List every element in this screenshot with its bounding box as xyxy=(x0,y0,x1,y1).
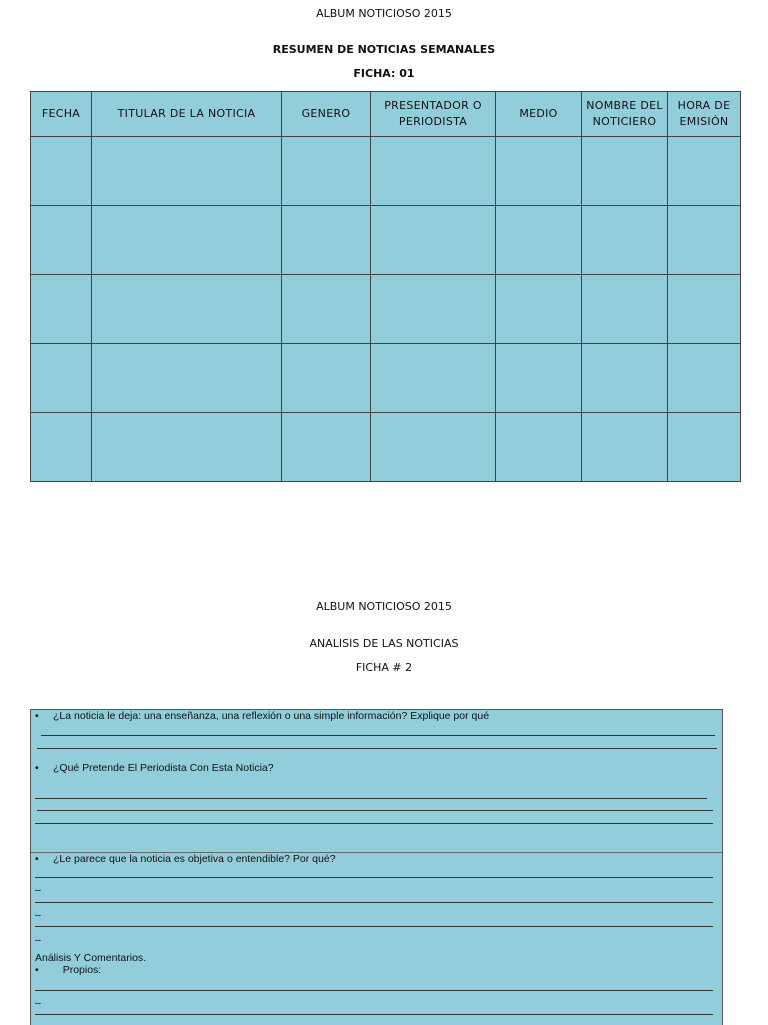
question-2-text: ¿Qué Pretende El Periodista Con Esta Noticia? xyxy=(53,762,274,774)
analysis-item xyxy=(35,964,101,976)
question-2 xyxy=(35,762,274,774)
col-header-medio: MEDIO xyxy=(496,92,582,137)
dash-mark: – xyxy=(35,934,41,946)
question-3 xyxy=(35,853,336,865)
dash-mark: – xyxy=(35,909,41,921)
table-cell[interactable] xyxy=(668,275,741,344)
col-header-noticiero: NOMBRE DEL NOTICIERO xyxy=(582,92,668,137)
table-cell[interactable] xyxy=(31,413,92,482)
table-cell[interactable] xyxy=(496,137,582,206)
col-header-fecha: FECHA xyxy=(31,92,92,137)
table-cell[interactable] xyxy=(31,275,92,344)
analysis-box xyxy=(30,709,723,1025)
answer-line[interactable] xyxy=(35,798,707,799)
table-cell[interactable] xyxy=(282,275,371,344)
table-cell[interactable] xyxy=(92,206,282,275)
album-title-1: ALBUM NOTICIOSO 2015 xyxy=(316,7,452,20)
col-header-presentador: PRESENTADOR O PERIODISTA xyxy=(371,92,496,137)
table-cell[interactable] xyxy=(668,137,741,206)
table-cell[interactable] xyxy=(496,413,582,482)
col-header-hora: HORA DE EMISIÓN xyxy=(668,92,741,137)
table-cell[interactable] xyxy=(582,344,668,413)
table-cell[interactable] xyxy=(371,344,496,413)
table-row xyxy=(31,413,741,482)
answer-line[interactable] xyxy=(35,902,713,903)
question-1-text: ¿La noticia le deja: una enseñanza, una reflexión o una simple información? Explique por qué xyxy=(53,710,490,722)
col-header-titular: TITULAR DE LA NOTICIA xyxy=(92,92,282,137)
analysis-item-text: Propios: xyxy=(62,964,102,976)
col-header-genero: GENERO xyxy=(282,92,371,137)
bullet-icon: • xyxy=(35,762,39,774)
table-cell[interactable] xyxy=(496,344,582,413)
table-row xyxy=(31,275,741,344)
dash-mark: – xyxy=(35,997,41,1009)
table-cell[interactable] xyxy=(282,344,371,413)
table-cell[interactable] xyxy=(371,275,496,344)
table-cell[interactable] xyxy=(31,344,92,413)
table-cell[interactable] xyxy=(31,137,92,206)
question-3-text: ¿Le parece que la noticia es objetiva o entendible? Por qué? xyxy=(53,853,336,865)
table-cell[interactable] xyxy=(92,344,282,413)
answer-line[interactable] xyxy=(35,926,713,927)
table-cell[interactable] xyxy=(371,206,496,275)
table-cell[interactable] xyxy=(92,137,282,206)
answer-line[interactable] xyxy=(41,735,715,736)
table-cell[interactable] xyxy=(282,206,371,275)
analysis-heading: ANALISIS DE LAS NOTICIAS xyxy=(309,637,459,650)
ficha-2-label: FICHA # 2 xyxy=(355,661,413,674)
bullet-icon: • xyxy=(35,853,39,865)
table-cell[interactable] xyxy=(496,275,582,344)
table-cell[interactable] xyxy=(582,206,668,275)
table-cell[interactable] xyxy=(371,137,496,206)
table-row xyxy=(31,206,741,275)
question-1 xyxy=(35,710,489,722)
news-summary-table xyxy=(30,91,741,482)
summary-heading: RESUMEN DE NOTICIAS SEMANALES xyxy=(272,43,496,56)
table-cell[interactable] xyxy=(31,206,92,275)
table-row xyxy=(31,344,741,413)
ficha-1-label: FICHA: 01 xyxy=(353,67,415,80)
table-cell[interactable] xyxy=(92,275,282,344)
album-title-2: ALBUM NOTICIOSO 2015 xyxy=(316,600,452,613)
table-cell[interactable] xyxy=(496,206,582,275)
table-cell[interactable] xyxy=(92,413,282,482)
table-cell[interactable] xyxy=(582,137,668,206)
answer-line[interactable] xyxy=(37,748,717,749)
bullet-icon: • xyxy=(35,710,39,722)
table-row xyxy=(31,137,741,206)
table-cell[interactable] xyxy=(282,137,371,206)
analysis-title: Análisis Y Comentarios. xyxy=(35,952,147,964)
table-cell[interactable] xyxy=(582,275,668,344)
answer-line[interactable] xyxy=(35,877,713,878)
dash-mark: – xyxy=(35,884,41,896)
table-header-row xyxy=(31,92,741,137)
table-cell[interactable] xyxy=(282,413,371,482)
table-cell[interactable] xyxy=(582,413,668,482)
answer-line[interactable] xyxy=(37,810,713,811)
table-cell[interactable] xyxy=(668,344,741,413)
table-cell[interactable] xyxy=(668,206,741,275)
bullet-icon: • xyxy=(35,964,39,976)
answer-line[interactable] xyxy=(35,990,713,991)
table-cell[interactable] xyxy=(371,413,496,482)
answer-line[interactable] xyxy=(35,823,713,824)
table-cell[interactable] xyxy=(668,413,741,482)
answer-line[interactable] xyxy=(35,1014,713,1015)
